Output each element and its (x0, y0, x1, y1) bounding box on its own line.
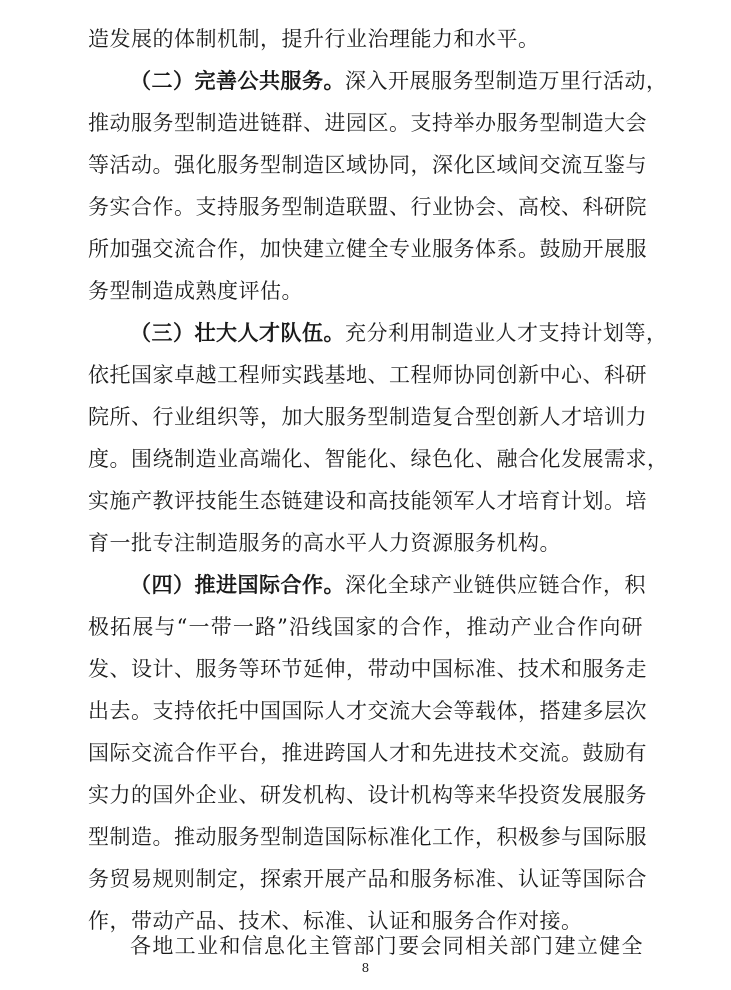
line-text: 依托国家卓越工程师实践基地、工程师协同创新中心、科研 (88, 363, 647, 387)
paragraph-line (88, 612, 643, 642)
line-text: 务实合作。支持服务型制造联盟、行业协会、高校、科研院 (88, 195, 647, 219)
line-text: 实施产教评技能生态链建设和高技能领军人才培育计划。培 (88, 489, 647, 513)
line-text: 等活动。强化服务型制造区域协同，深化区域间交流互鉴与 (88, 153, 647, 177)
paragraph-line (130, 318, 668, 348)
line-text: 发、设计、服务等环节延伸，带动中国标准、技术和服务走 (88, 657, 647, 681)
paragraph-line (88, 108, 647, 138)
paragraph-line (88, 444, 669, 474)
paragraph-line (88, 654, 647, 684)
section-heading: （二）完善公共服务。 (130, 68, 345, 93)
paragraph-line (88, 276, 643, 306)
line-text: 务型制造成熟度评估。 (88, 279, 303, 303)
line-text: 型制造。推动服务型制造国际标准化工作，积极参与国际服 (88, 825, 647, 849)
line-text: 各地工业和信息化主管部门要会同相关部门建立健全 (130, 934, 643, 958)
line-text: 造发展的体制机制，提升行业治理能力和水平。 (88, 27, 540, 51)
line-text: 务贸易规则制定，探索开展产品和服务标准、认证等国际合 (88, 867, 647, 891)
line-text: 出去。支持依托中国国际人才交流大会等载体，搭建多层次 (88, 699, 647, 723)
section-heading: （四）推进国际合作。 (130, 572, 345, 597)
line-text: 充分利用制造业人才支持计划等， (345, 321, 668, 345)
line-text: 作，带动产品、技术、标准、认证和服务合作对接。 (88, 909, 583, 933)
section-heading: （三）壮大人才队伍。 (130, 320, 345, 345)
line-text: 极拓展与“一带一路”沿线国家的合作，推动产业合作向研 (88, 615, 643, 639)
line-text: 实力的国外企业、研发机构、设计机构等来华投资发展服务 (88, 783, 647, 807)
paragraph-line (88, 738, 647, 768)
paragraph-line (88, 822, 647, 852)
line-text: 深化全球产业链供应链合作，积 (345, 573, 646, 597)
paragraph-line (88, 360, 647, 390)
line-text: 所加强交流合作，加快建立健全专业服务体系。鼓励开展服 (88, 237, 647, 261)
paragraph-line (88, 150, 647, 180)
paragraph-line (130, 570, 646, 600)
line-text: 推动服务型制造进链群、进园区。支持举办服务型制造大会 (88, 111, 647, 135)
paragraph-line (130, 932, 643, 960)
page-number: 8 (361, 961, 370, 975)
paragraph-line (88, 780, 647, 810)
line-text: 国际交流合作平台，推进跨国人才和先进技术交流。鼓励有 (88, 741, 647, 765)
paragraph-line (88, 24, 643, 54)
paragraph-line (130, 66, 668, 96)
paragraph-line (88, 864, 647, 894)
paragraph-line (88, 192, 647, 222)
line-text: 院所、行业组织等，加大服务型制造复合型创新人才培训力 (88, 405, 647, 429)
paragraph-line (88, 234, 647, 264)
paragraph-line (88, 696, 647, 726)
line-text: 深入开展服务型制造万里行活动， (345, 69, 668, 93)
paragraph-line (88, 402, 647, 432)
paragraph-line (88, 486, 647, 516)
line-text: 育一批专注制造服务的高水平人力资源服务机构。 (88, 531, 561, 555)
paragraph-line (88, 528, 643, 558)
line-text: 度。围绕制造业高端化、智能化、绿色化、融合化发展需求， (88, 447, 669, 471)
